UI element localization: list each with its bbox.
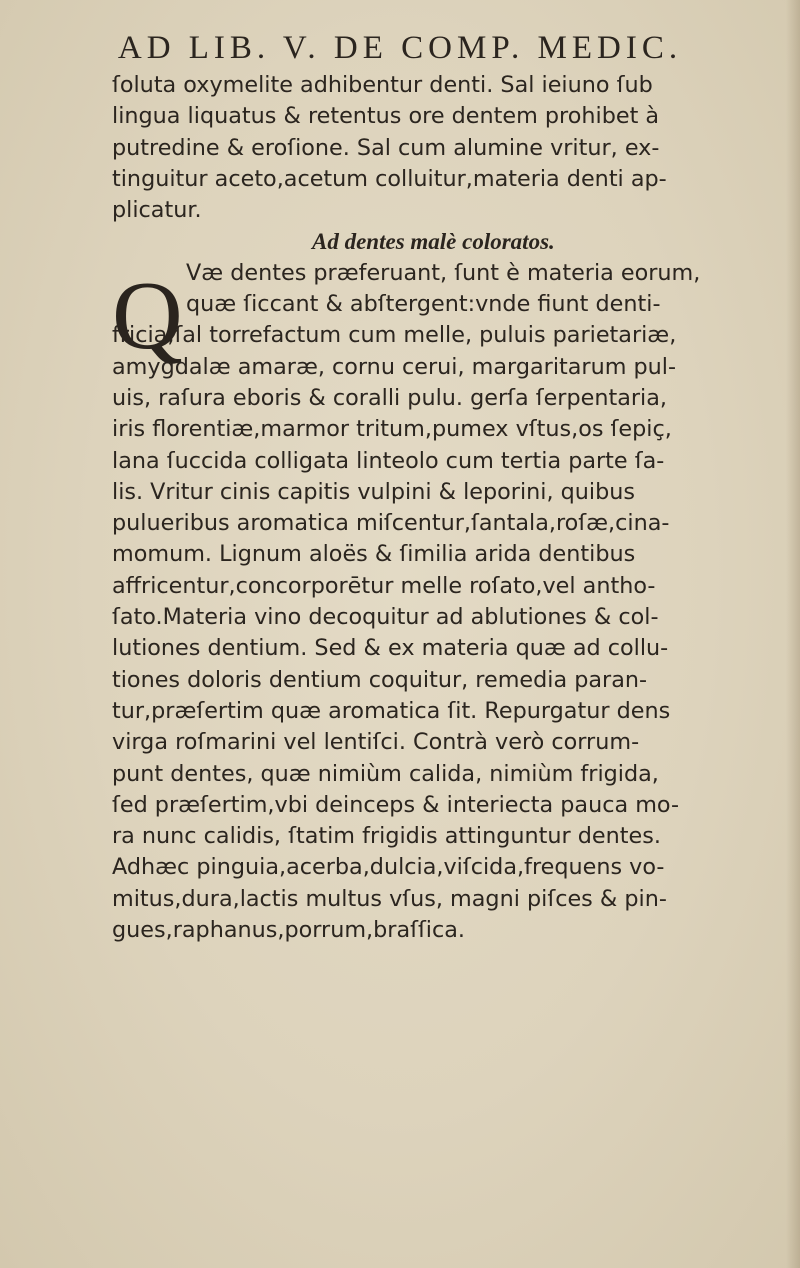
text-line-content: lingua liquatus & retentus ore dentem prohibet à bbox=[112, 103, 660, 130]
text-line bbox=[112, 258, 796, 289]
text-line-content: mitus,dura,lactis multus vſus, magni piſces & pin- bbox=[112, 885, 667, 912]
text-line bbox=[112, 821, 796, 852]
text-line-content: lis. Vritur cinis capitis vulpini & leporini, quibus bbox=[112, 478, 636, 505]
text-line-content: tur,præſertim quæ aromatica ſit. Repurgatur dens bbox=[112, 697, 671, 724]
section-subheading: Ad dentes malè coloratos. bbox=[312, 229, 555, 255]
text-line-content: pulueribus aromatica miſcentur,ſantala,roſæ,cina- bbox=[112, 510, 670, 537]
text-line-content: amygdalæ amaræ, cornu cerui, margaritarum pul- bbox=[112, 353, 677, 380]
text-line bbox=[112, 539, 796, 570]
text-line bbox=[112, 696, 796, 727]
text-line bbox=[112, 70, 788, 101]
text-line-content: ſato.Materia vino decoquitur ad ablutiones & col- bbox=[112, 604, 659, 631]
text-line-content: fricia,ſal torrefactum cum melle, puluis parietariæ, bbox=[112, 322, 677, 349]
text-line-content: iris florentiæ,marmor tritum,pumex vſtus,os ſepiç, bbox=[112, 416, 672, 443]
text-line bbox=[112, 195, 796, 226]
body-text bbox=[112, 70, 796, 946]
text-line bbox=[112, 446, 796, 477]
text-line-content: plicatur. bbox=[112, 197, 202, 224]
text-line bbox=[112, 320, 796, 351]
text-line bbox=[112, 633, 796, 664]
text-line-content: lutiones dentium. Sed & ex materia quæ ad collu- bbox=[112, 635, 669, 662]
text-line-content: lana ſuccida colligata linteolo cum tertia parte ſa- bbox=[112, 447, 665, 474]
text-line-content: virga roſmarini vel lentiſci. Contrà verò corrum- bbox=[112, 729, 640, 756]
text-line bbox=[112, 289, 796, 320]
text-line-content: punt dentes, quæ nimiùm calida, nimiùm frigida, bbox=[112, 760, 659, 787]
text-line bbox=[112, 101, 796, 132]
text-line-content: tinguitur aceto,acetum colluitur,materia denti ap- bbox=[112, 165, 667, 192]
text-line bbox=[112, 884, 796, 915]
text-line bbox=[112, 602, 796, 633]
text-line-content: uis, raſura eboris & coralli pulu. gerſa ſerpentaria, bbox=[112, 384, 667, 411]
text-line-content: tiones doloris dentium coquitur, remedia paran- bbox=[112, 666, 648, 693]
text-line-content: ſoluta oxymelite adhibentur denti. Sal ieiuno ſub bbox=[112, 72, 653, 98]
drop-cap: Q bbox=[112, 262, 183, 370]
text-line-content: gues,raphanus,porrum,braſſica. bbox=[112, 917, 466, 944]
running-head: AD LIB. V. DE COMP. MEDIC. bbox=[117, 30, 683, 66]
text-line-content: ſed præſertim,vbi deinceps & interiecta pauca mo- bbox=[112, 791, 680, 818]
text-line bbox=[112, 790, 796, 821]
text-line bbox=[112, 383, 796, 414]
text-line-content: momum. Lignum aloës & ſimilia arida dentibus bbox=[112, 541, 636, 568]
text-line bbox=[112, 915, 796, 946]
text-line bbox=[112, 852, 796, 883]
text-line-content: ra nunc calidis, ſtatim frigidis attinguntur dentes. bbox=[112, 823, 661, 850]
text-line-content: affricentur,concorporētur melle roſato,vel antho- bbox=[112, 572, 656, 599]
text-line-content: quæ ſiccant & abſtergent:vnde fiunt denti- bbox=[186, 291, 661, 318]
text-line-content: Adhæc pinguia,acerba,dulcia,viſcida,frequens vo- bbox=[112, 854, 665, 881]
text-line-content: putredine & eroſione. Sal cum alumine vritur, ex- bbox=[112, 134, 660, 161]
text-line bbox=[112, 665, 796, 696]
text-line bbox=[112, 759, 796, 790]
text-line bbox=[112, 133, 796, 164]
text-line bbox=[112, 164, 796, 195]
text-line-content: Væ dentes præferuant, ſunt è materia eorum, bbox=[186, 259, 701, 286]
text-line bbox=[112, 414, 796, 445]
text-line bbox=[112, 571, 796, 602]
text-line bbox=[112, 508, 796, 539]
text-line bbox=[112, 477, 796, 508]
text-line bbox=[112, 727, 796, 758]
text-line bbox=[112, 352, 796, 383]
